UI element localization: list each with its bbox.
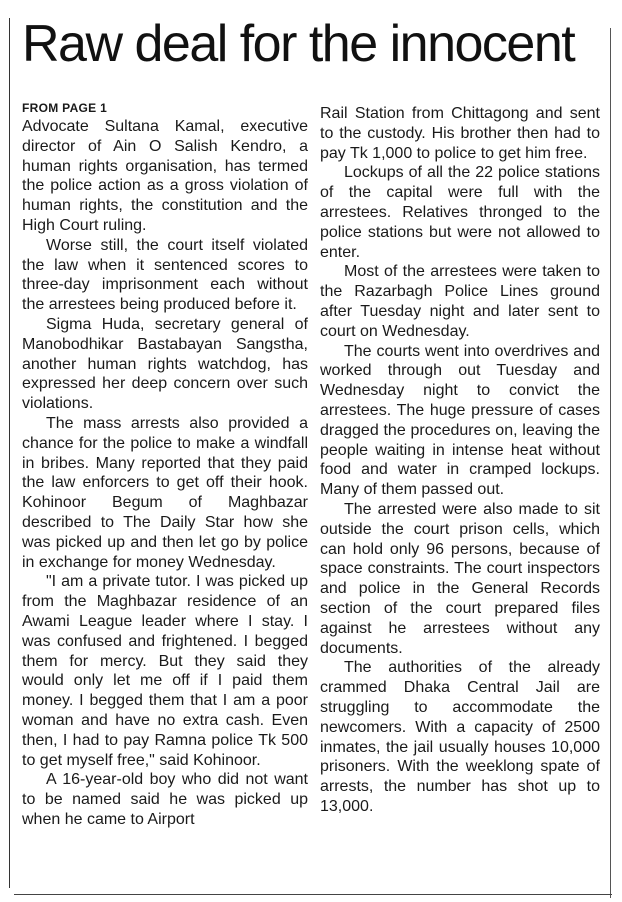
article-paragraph: A 16-year-old boy who did not want to be named said he was picked up when he came to Airport [22,771,308,828]
article-paragraph: Advocate Sultana Kamal, executive director of Ain O Salish Kendro, a human rights organisation, has termed the police action as a gross violation of human rights, the constitution and the High Court ruling. [22,118,308,234]
article-paragraph: The courts went into overdrives and worked through out Tuesday and Wednesday night to convict the arrestees. The huge pressure of cases dragged the procedures on, leaving the people waiting in intense heat without food and water in cramped lockups. Many of them passed out. [320,342,600,499]
bottom-rule [14,894,612,895]
article-paragraph: Most of the arrestees were taken to the Razarbagh Police Lines ground after Tuesday night and later sent to court on Wednesday. [320,263,600,340]
article-paragraph: Sigma Huda, secretary general of Manobodhikar Bastabayan Sangstha, another human rights watchdog, has expressed her deep concern over such violations. [22,315,308,413]
continuation-kicker: FROM PAGE 1 [22,101,108,115]
article-paragraph: The mass arrests also provided a chance for the police to make a windfall in bribes. Many reported that they paid the law enforcers to get off their hook. Kohinoor Begum of Maghbazar described to The Daily Star how she was picked up and then let go by police in exchange for money Wednesday. [22,414,308,571]
right-column-rule [610,28,611,898]
left-column-rule [9,18,10,888]
article-headline: Raw deal for the innocent [22,15,575,73]
article-paragraph: Rail Station from Chittagong and sent to the custody. His brother then had to pay Tk 1,000 to police to get him free. [320,105,600,162]
article-paragraph: The arrested were also made to sit outside the court prison cells, which can hold only 96 persons, because of space constraints. The court inspectors and police in the General Records section of the court prepared files against he arrestees without any documents. [320,500,600,657]
article-paragraph: The authorities of the already crammed Dhaka Central Jail are struggling to accommodate the newcomers. With a capacity of 2500 inmates, the jail usually houses 10,000 prisoners. With the weeklong spate of arrests, the number has shot up to 13,000. [320,659,600,815]
article-paragraph: "I am a private tutor. I was picked up from the Maghbazar residence of an Awami League leader where I stay. I was confused and frightened. I begged them for mercy. But they said they would only let me off if I paid them money. I begged them that I am a poor woman and have no extra cash. Even then, I had to pay Ramna police Tk 500 to get myself free," said Kohinoor. [22,573,308,769]
article-paragraph: Worse still, the court itself violated the law when it sentenced scores to three-day imprisonment each without the arrestees being produced before it. [22,236,308,314]
article-column-left [22,101,308,830]
article-paragraph: Lockups of all the 22 police stations of the capital were full with the arrestees. Relatives thronged to the police stations but were not allowed to enter. [320,164,600,261]
article-column-right [320,104,600,817]
